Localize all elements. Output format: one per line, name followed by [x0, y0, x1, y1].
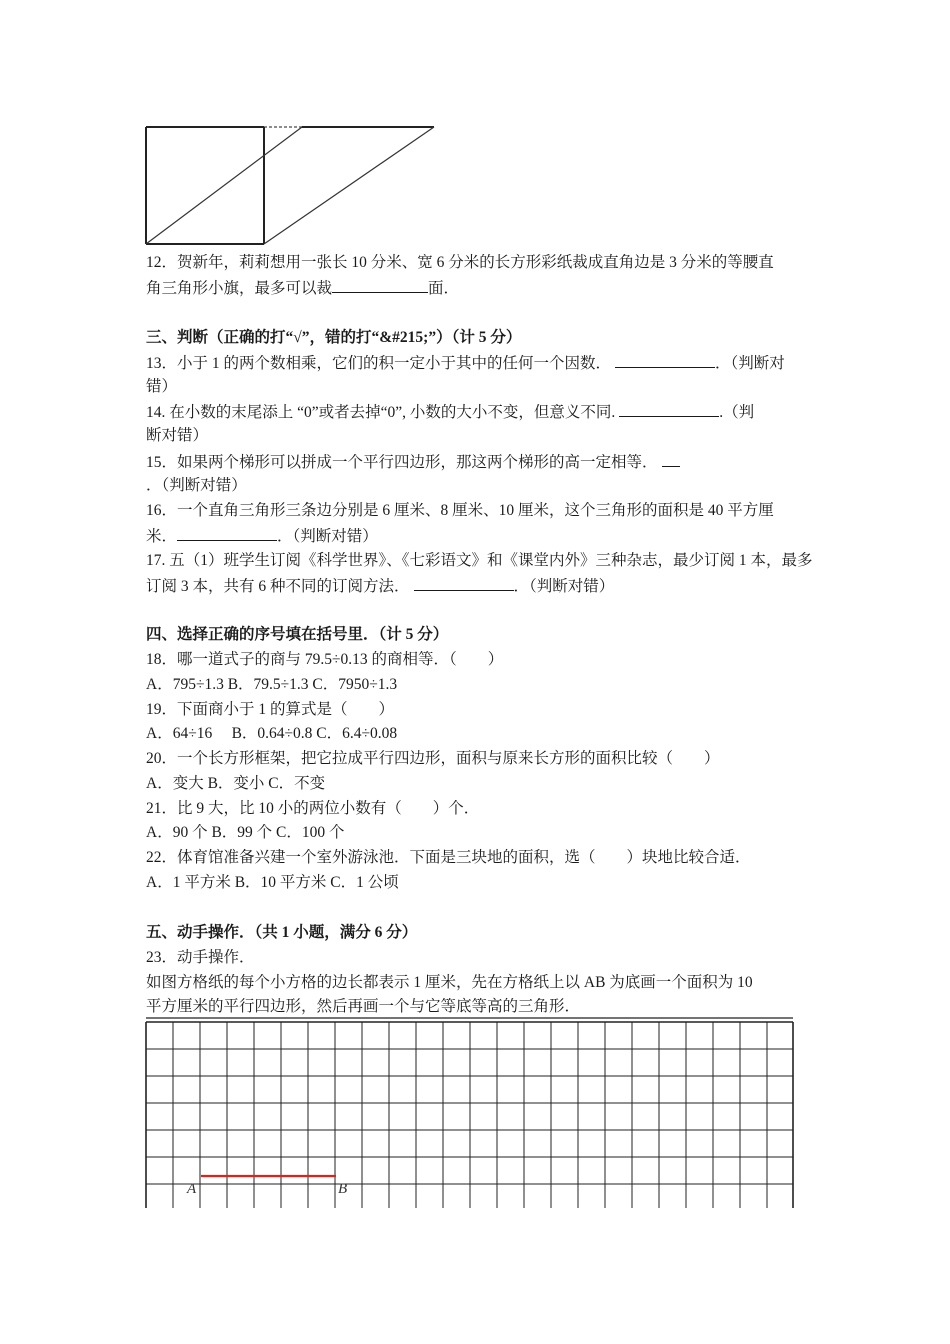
q15-answer-blank[interactable] [662, 451, 680, 467]
q14-answer-blank[interactable] [619, 401, 719, 417]
point-b-label: B [338, 1181, 348, 1197]
section5-heading: 五、动手操作．（共 1 小题，满分 6 分） [146, 924, 418, 941]
q12-line2 [146, 277, 459, 300]
grid-paper[interactable] [140, 1016, 800, 1208]
q14-suffix: .（判 [719, 404, 755, 421]
section3-heading: 三、判断（正确的打“√”，错的打“&#215;”）（计 5 分） [146, 329, 522, 346]
q14-line2: 断对错） [146, 427, 209, 444]
q17-line2 [146, 575, 614, 598]
q18-stem: 18．哪一道式子的商与 79.5÷0.13 的商相等．（ ） [146, 651, 504, 668]
section4-heading: 四、选择正确的序号填在括号里．（计 5 分） [146, 626, 449, 643]
q13-line1 [146, 352, 785, 375]
q23-title: 23．动手操作． [146, 949, 255, 966]
q16-line1: 16．一个直角三角形三条边分别是 6 厘米、8 厘米、10 厘米，这个三角形的面积是 40 平方厘 [146, 502, 774, 519]
q17-line1: 17. 五（1）班学生订阅《科学世界》、《七彩语文》和《课堂内外》三种杂志，最少订阅 1 本，最多 [146, 552, 813, 569]
q15-line2: ．（判断对错） [146, 477, 247, 494]
q20-options: A．变大 B．变小 C．不变 [146, 775, 326, 792]
q16-line2 [146, 525, 378, 548]
q16-text: 米． [146, 528, 178, 545]
q15-line1 [146, 451, 680, 474]
q17-text: 订阅 3 本，共有 6 种不同的订阅方法． [146, 578, 410, 595]
q18-options: A．795÷1.3 B．79.5÷1.3 C．7950÷1.3 [146, 676, 398, 693]
q23-line2: 平方厘米的平行四边形，然后再画一个与它等底等高的三角形． [146, 998, 581, 1015]
grid-lines [146, 1018, 793, 1208]
q21-stem: 21．比 9 大，比 10 小的两位小数有（ ）个． [146, 800, 480, 817]
q15-text: 15．如果两个梯形可以拼成一个平行四边形，那这两个梯形的高一定相等． [146, 454, 658, 471]
q12-text-b: 面． [428, 280, 460, 297]
q17-answer-blank[interactable] [414, 575, 514, 591]
q12-answer-blank[interactable] [332, 277, 428, 293]
q19-stem: 19．下面商小于 1 的算式是（ ） [146, 701, 395, 718]
q22-options: A．1 平方米 B．10 平方米 C．1 公顷 [146, 874, 399, 891]
q22-stem: 22．体育馆准备兴建一个室外游泳池．下面是三块地的面积，选（ ）块地比较合适． [146, 849, 751, 866]
q16-suffix: ．（判断对错） [277, 528, 378, 545]
q20-stem: 20．一个长方形框架，把它拉成平行四边形，面积与原来长方形的面积比较（ ） [146, 750, 720, 767]
q13-answer-blank[interactable] [615, 352, 715, 368]
q14-text: 14. 在小数的末尾添上 “0”或者去掉“0”, 小数的大小不变，但意义不同. [146, 404, 616, 421]
q13-suffix: ．（判断对 [715, 355, 785, 372]
q16-answer-blank[interactable] [177, 525, 277, 541]
q17-suffix: ．（判断对错） [513, 578, 615, 595]
parallelogram-figure [140, 120, 440, 250]
q23-line1: 如图方格纸的每个小方格的边长都表示 1 厘米，先在方格纸上以 AB 为底画一个面积为 10 [146, 974, 753, 991]
q13-line2: 错） [146, 378, 178, 395]
q12-line1: 12．贺新年，莉莉想用一张长 10 分米、宽 6 分米的长方形彩纸裁成直角边是 3 分米的等腰直 [146, 254, 774, 271]
point-a-label: A [187, 1181, 197, 1197]
q14-line1 [146, 401, 754, 424]
q19-options: A．64÷16 B．0.64÷0.8 C．6.4÷0.08 [146, 725, 398, 742]
q13-text: 13．小于 1 的两个数相乘，它们的积一定小于其中的任何一个因数． [146, 355, 612, 372]
q12-text-a: 角三角形小旗，最多可以裁 [146, 280, 333, 297]
q21-options: A．90 个 B．99 个 C．100 个 [146, 824, 345, 841]
